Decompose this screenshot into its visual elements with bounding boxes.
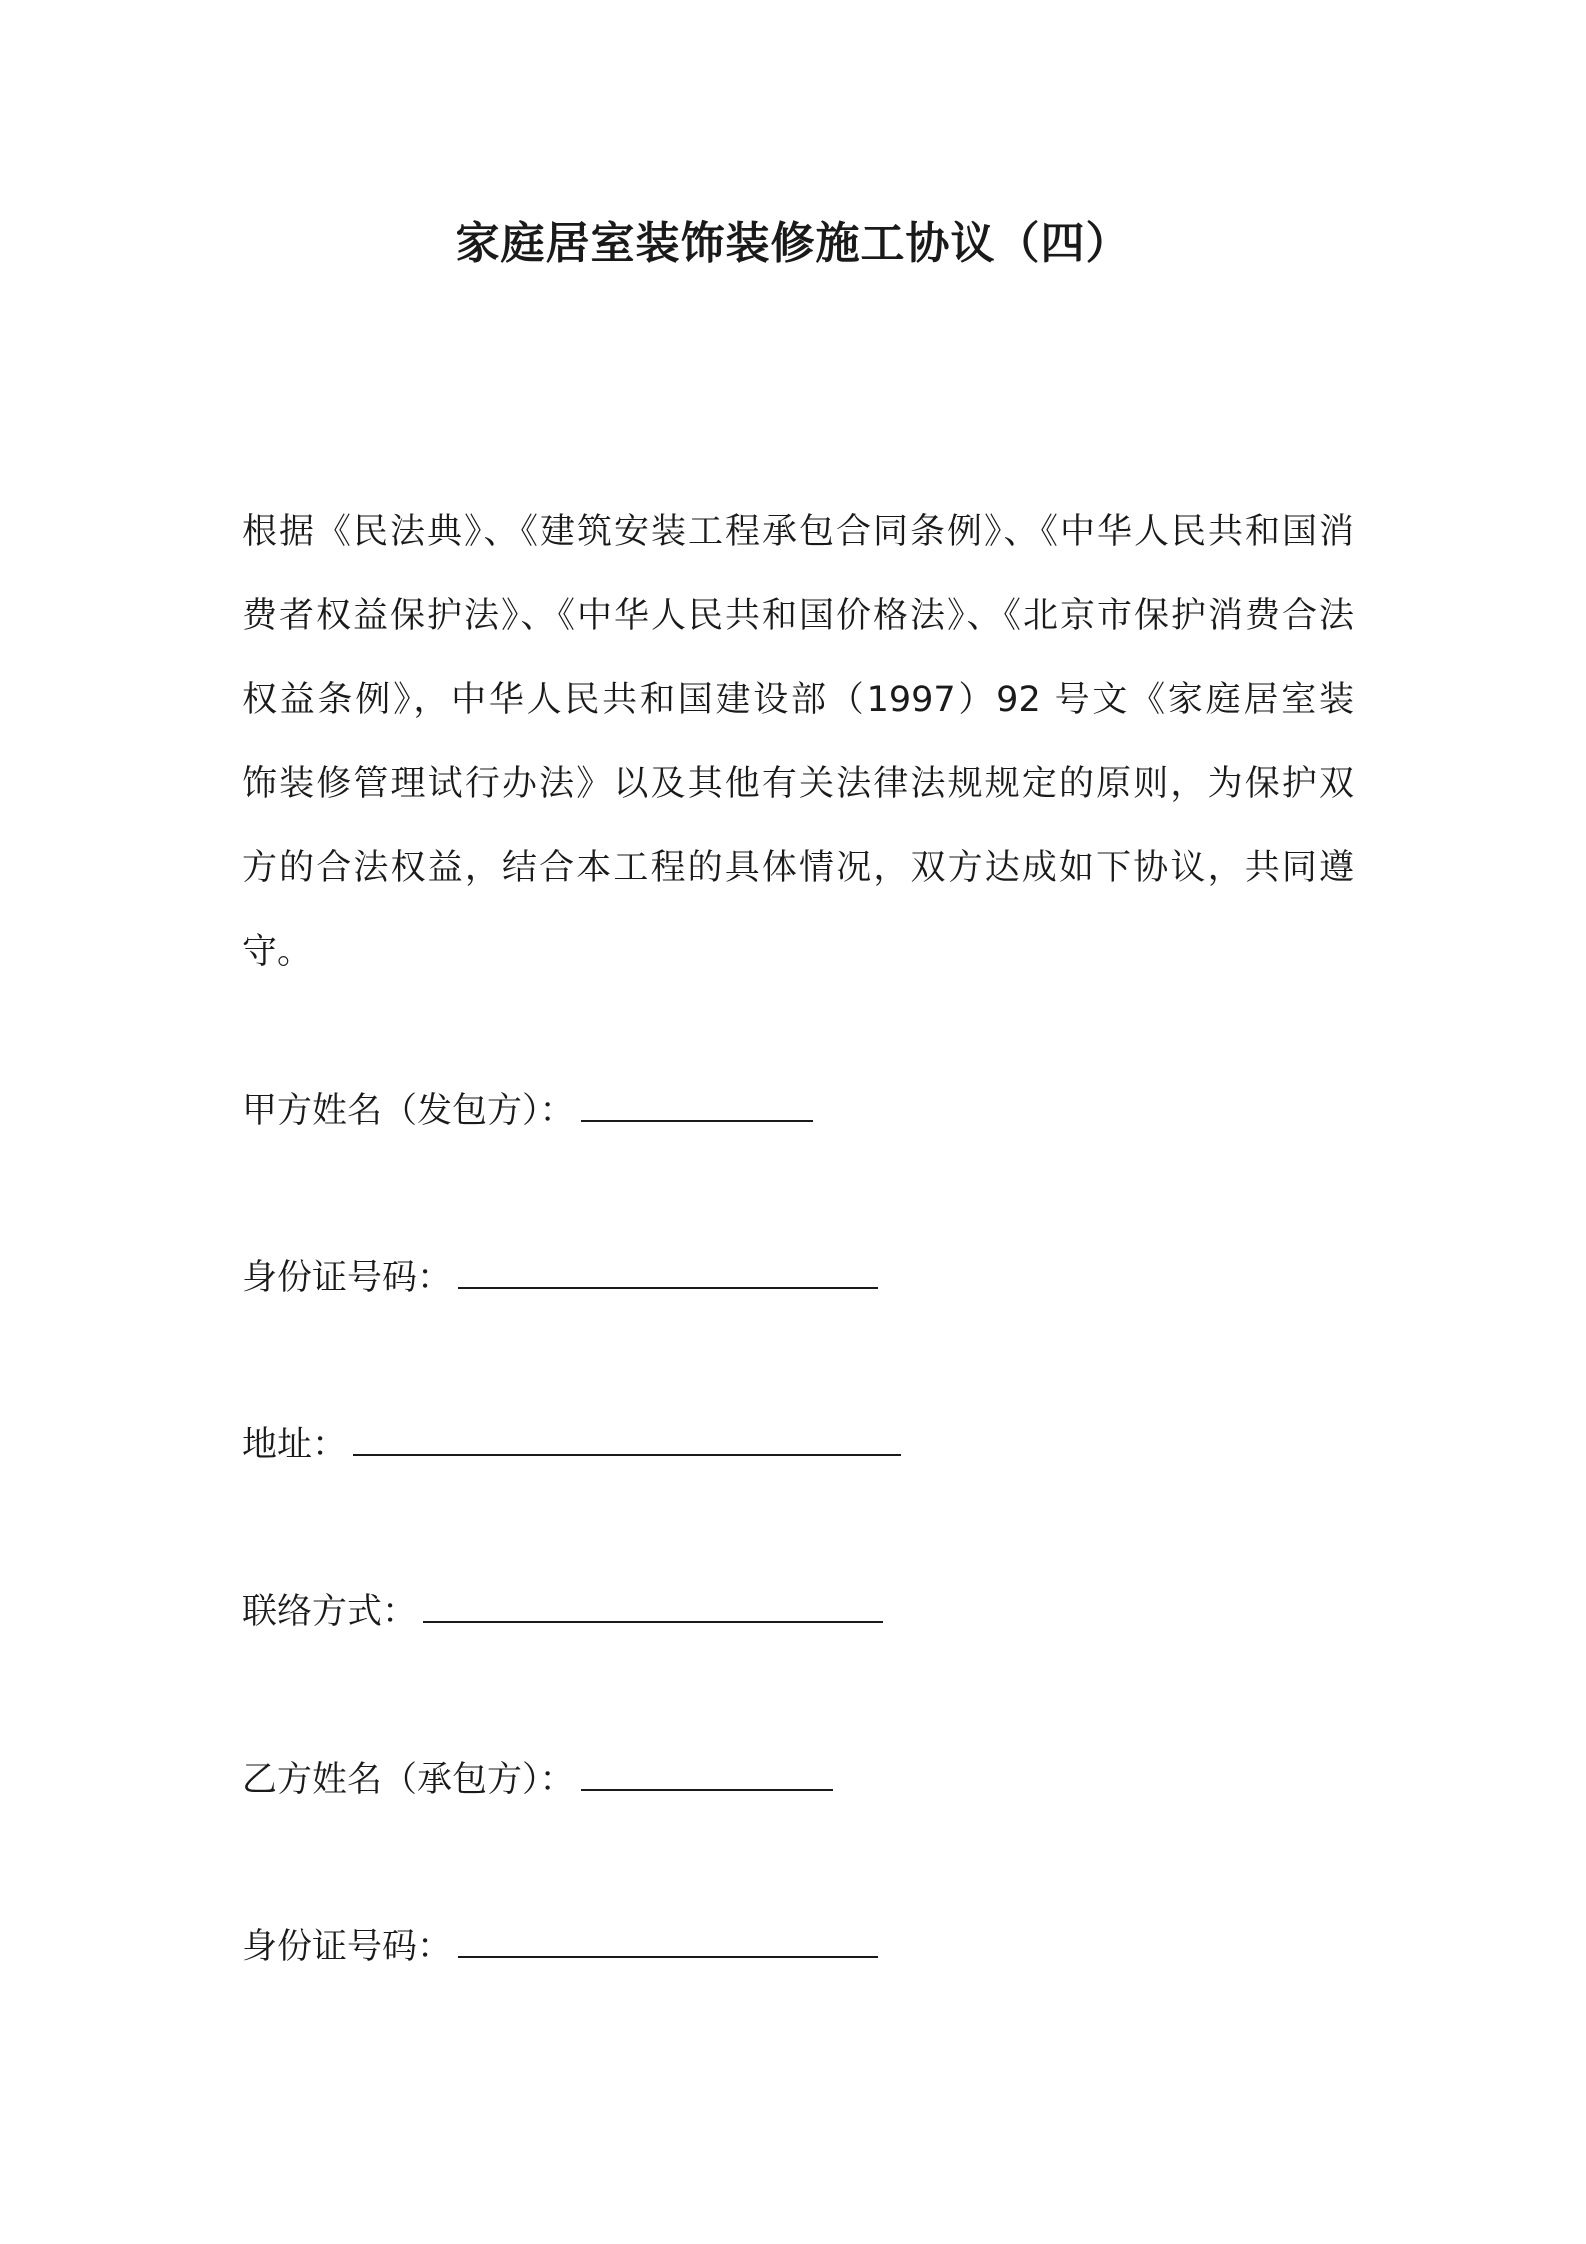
party-a-name-blank[interactable] (581, 1082, 813, 1122)
preamble-paragraph (242, 490, 1354, 994)
party-a-address-field (242, 1416, 901, 1469)
preamble-line: 权益条例》，中华人民共和国建设部（1997）92 号文《家庭居室装 (242, 680, 1354, 720)
party-a-address-label: 地址： (242, 1425, 348, 1465)
party-b-name-blank[interactable] (581, 1751, 833, 1791)
party-b-id-field (242, 1918, 878, 1971)
party-b-name-field (242, 1751, 833, 1804)
party-a-id-blank[interactable] (458, 1249, 878, 1289)
party-a-id-label: 身份证号码： (242, 1258, 453, 1298)
preamble-line: 方的合法权益，结合本工程的具体情况，双方达成如下协议，共同遵 (242, 848, 1354, 888)
preamble-line: 饰装修管理试行办法》以及其他有关法律法规规定的原则，为保护双 (242, 764, 1354, 804)
preamble-line: 根据《民法典》、《建筑安装工程承包合同条例》、《中华人民共和国消 (242, 512, 1354, 552)
party-b-id-label: 身份证号码： (242, 1927, 453, 1967)
party-a-name-label: 甲方姓名（发包方）： (242, 1091, 575, 1131)
party-a-address-blank[interactable] (353, 1416, 901, 1456)
party-a-id-field (242, 1249, 878, 1302)
party-a-contact-blank[interactable] (423, 1583, 883, 1623)
preamble-line: 费者权益保护法》、《中华人民共和国价格法》、《北京市保护消费合法 (242, 596, 1354, 636)
preamble-line: 守。 (242, 932, 313, 972)
party-a-name-field (242, 1082, 813, 1135)
party-a-contact-field (242, 1583, 883, 1636)
party-b-name-label: 乙方姓名（承包方）： (242, 1760, 575, 1800)
party-a-contact-label: 联络方式： (242, 1592, 418, 1632)
party-b-id-blank[interactable] (458, 1918, 878, 1958)
document-title: 家庭居室装饰装修施工协议（四） (455, 218, 1131, 269)
